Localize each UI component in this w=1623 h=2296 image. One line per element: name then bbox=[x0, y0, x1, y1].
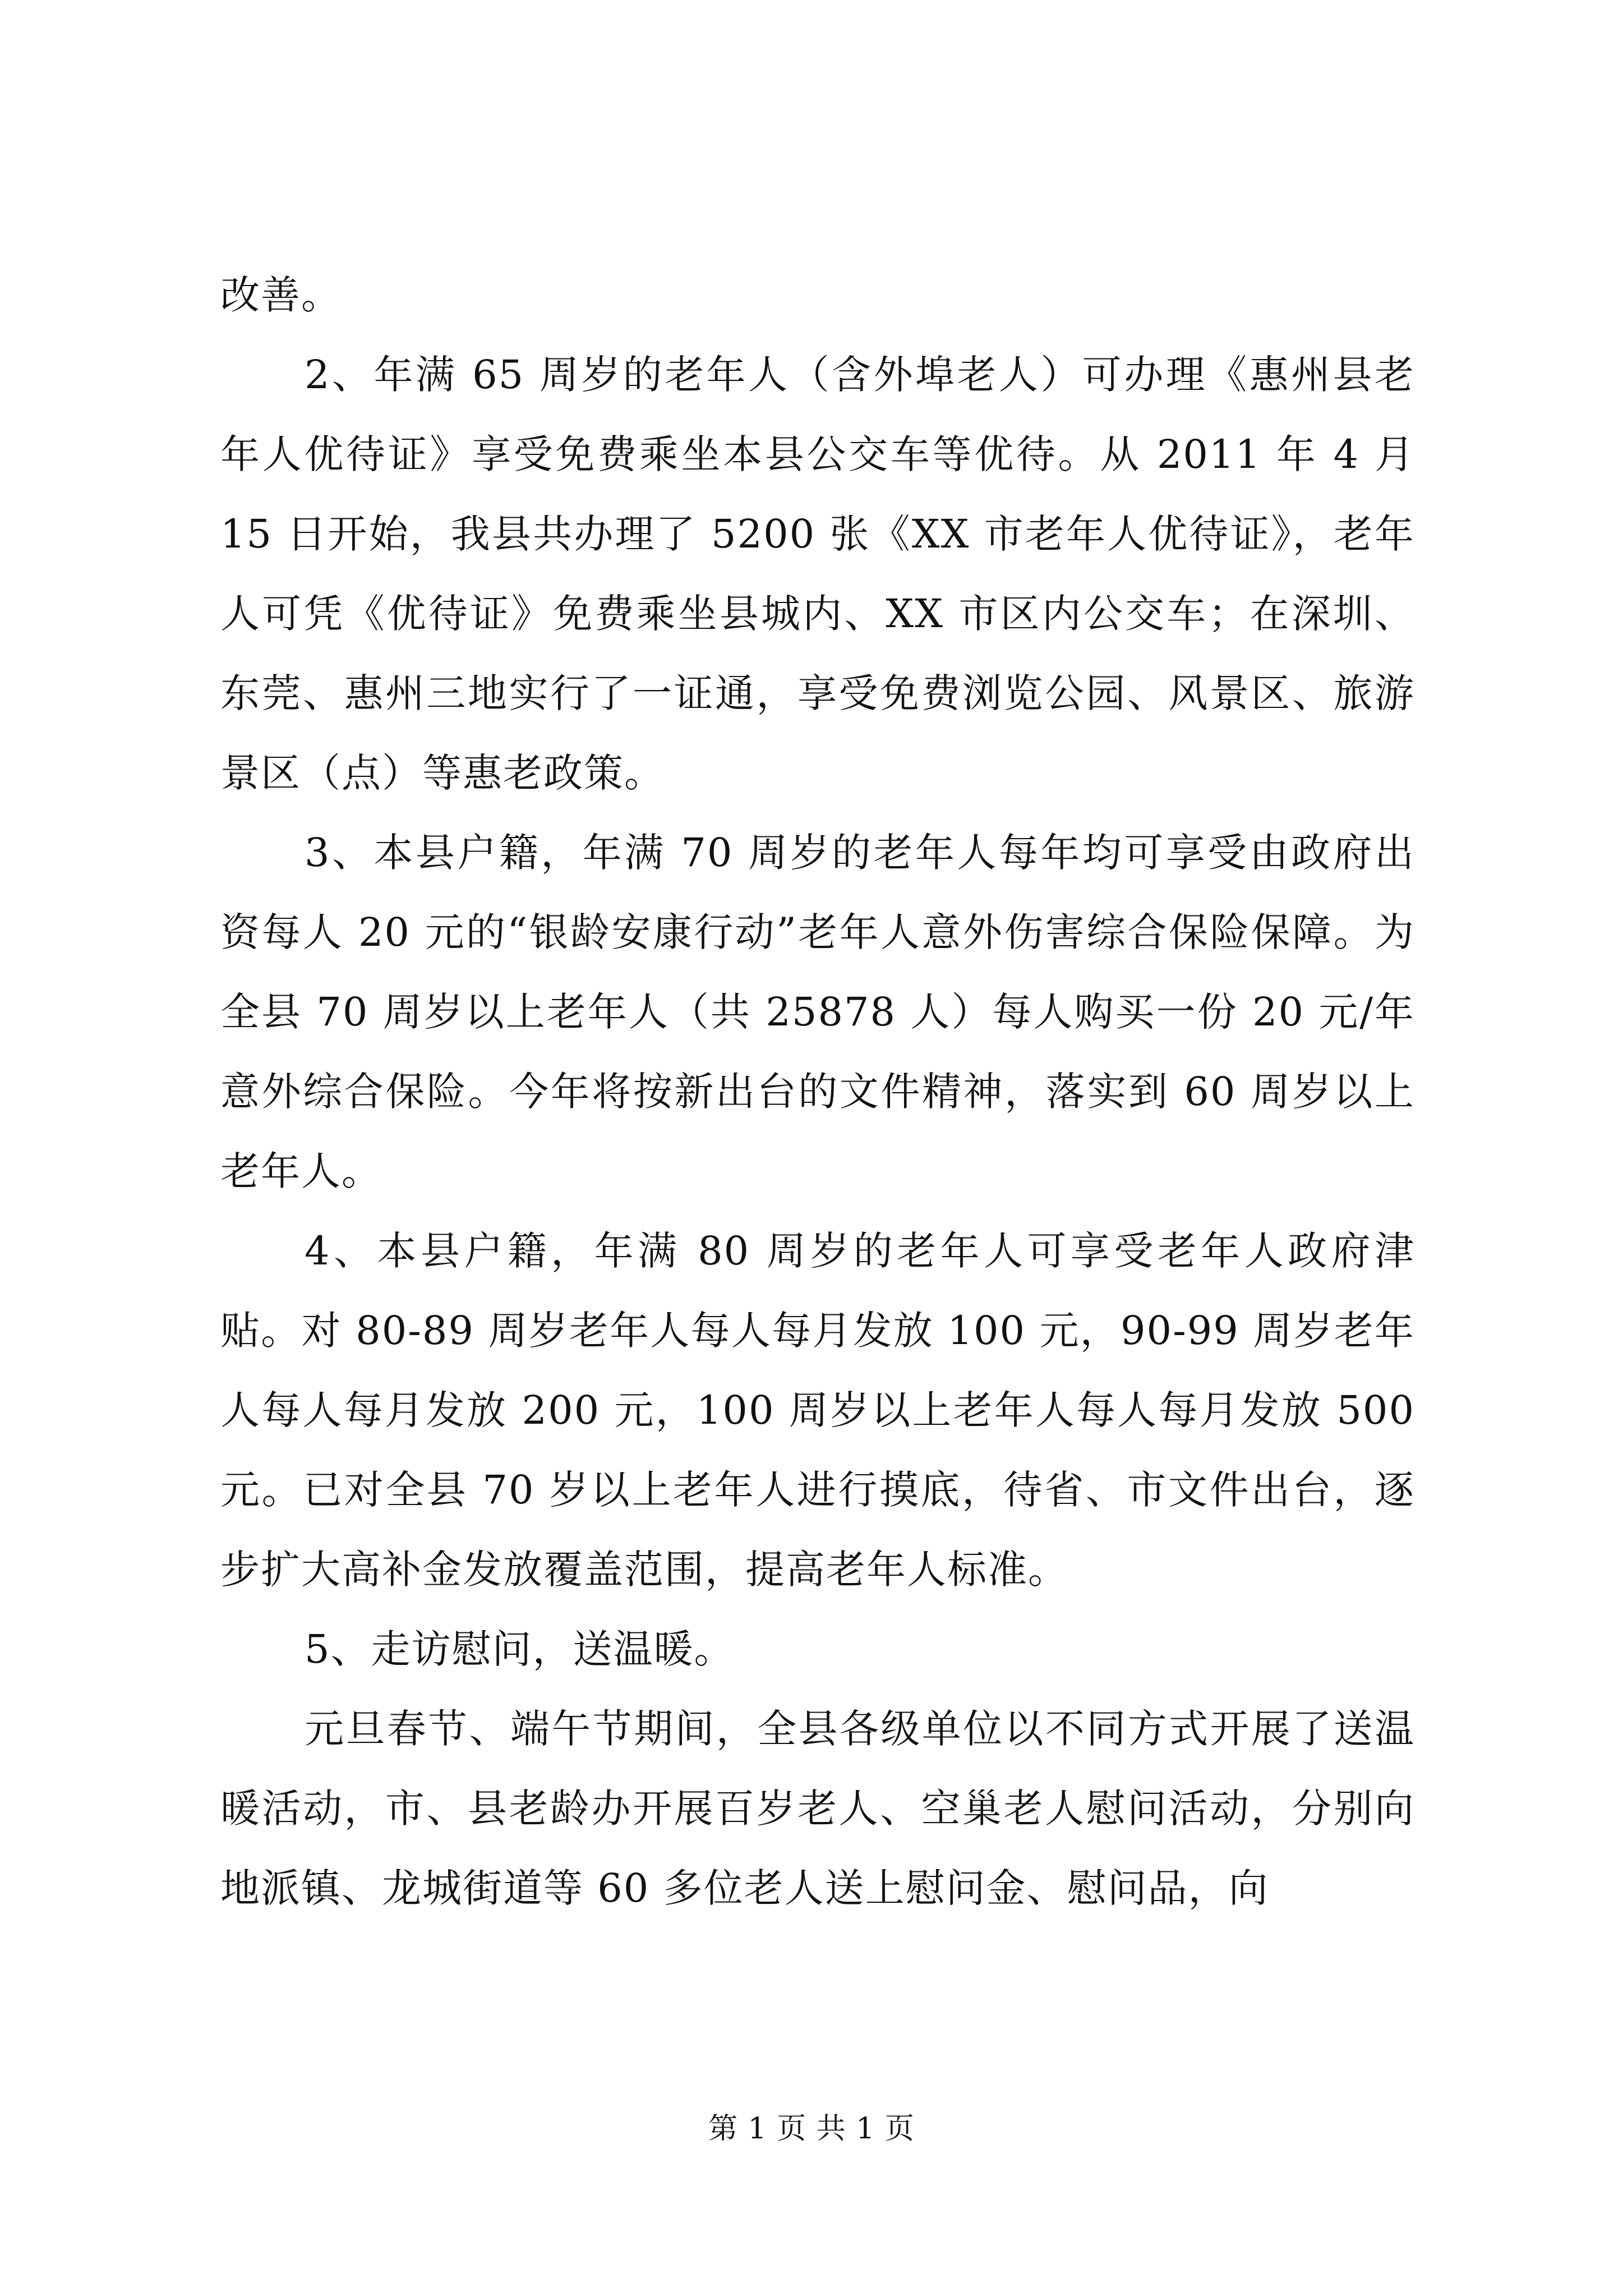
paragraph-item-5-body: 元旦春节、端午节期间，全县各级单位以不同方式开展了送温暖活动，市、县老龄办开展百岁老人、空巢老人慰问活动，分别向地派镇、龙城街道等 60 多位老人送上慰问金、慰问品，向 bbox=[220, 1706, 1415, 1911]
paragraph-item-5-heading: 5、走访慰问，送温暖。 bbox=[305, 1626, 735, 1672]
paragraph-continuation: 改善。 bbox=[220, 272, 342, 318]
paragraph-item-4: 4、本县户籍，年满 80 周岁的老年人可享受老年人政府津贴。对 80-89 周岁老年人每人每月发放 100 元，90-99 周岁老年人每人每月发放 200 元，100 周岁以上老年人每人每月发放 500 元。已对全县 70 岁以上老年人进行摸底，待省、市文件出台，逐步扩大高补金发放覆盖范围，提高老年人标准。 bbox=[220, 1228, 1415, 1593]
paragraph-item-2: 2、年满 65 周岁的老年人（含外埠老人）可办理《惠州县老年人优待证》享受免费乘坐本县公交车等优待。从 2011 年 4 月 15 日开始，我县共办理了 5200 张《XX 市老年人优待证》，老年人可凭《优待证》免费乘坐县城内、XX 市区内公交车；在深圳、东莞、惠州三地实行了一证通，享受免费浏览公园、风景区、旅游景区（点）等惠老政策。 bbox=[220, 352, 1415, 796]
page-number-label: 第 1 页 共 1 页 bbox=[708, 2112, 915, 2146]
paragraph-item-3: 3、本县户籍，年满 70 周岁的老年人每年均可享受由政府出资每人 20 元的“银龄安康行动”老年人意外伤害综合保险保障。为全县 70 周岁以上老年人（共 25878 人）每人购买一份 20 元/年意外综合保险。今年将按新出台的文件精神，落实到 60 周岁以上老年人。 bbox=[220, 830, 1415, 1194]
document-body bbox=[220, 255, 1415, 1928]
page-footer bbox=[0, 2112, 1623, 2146]
